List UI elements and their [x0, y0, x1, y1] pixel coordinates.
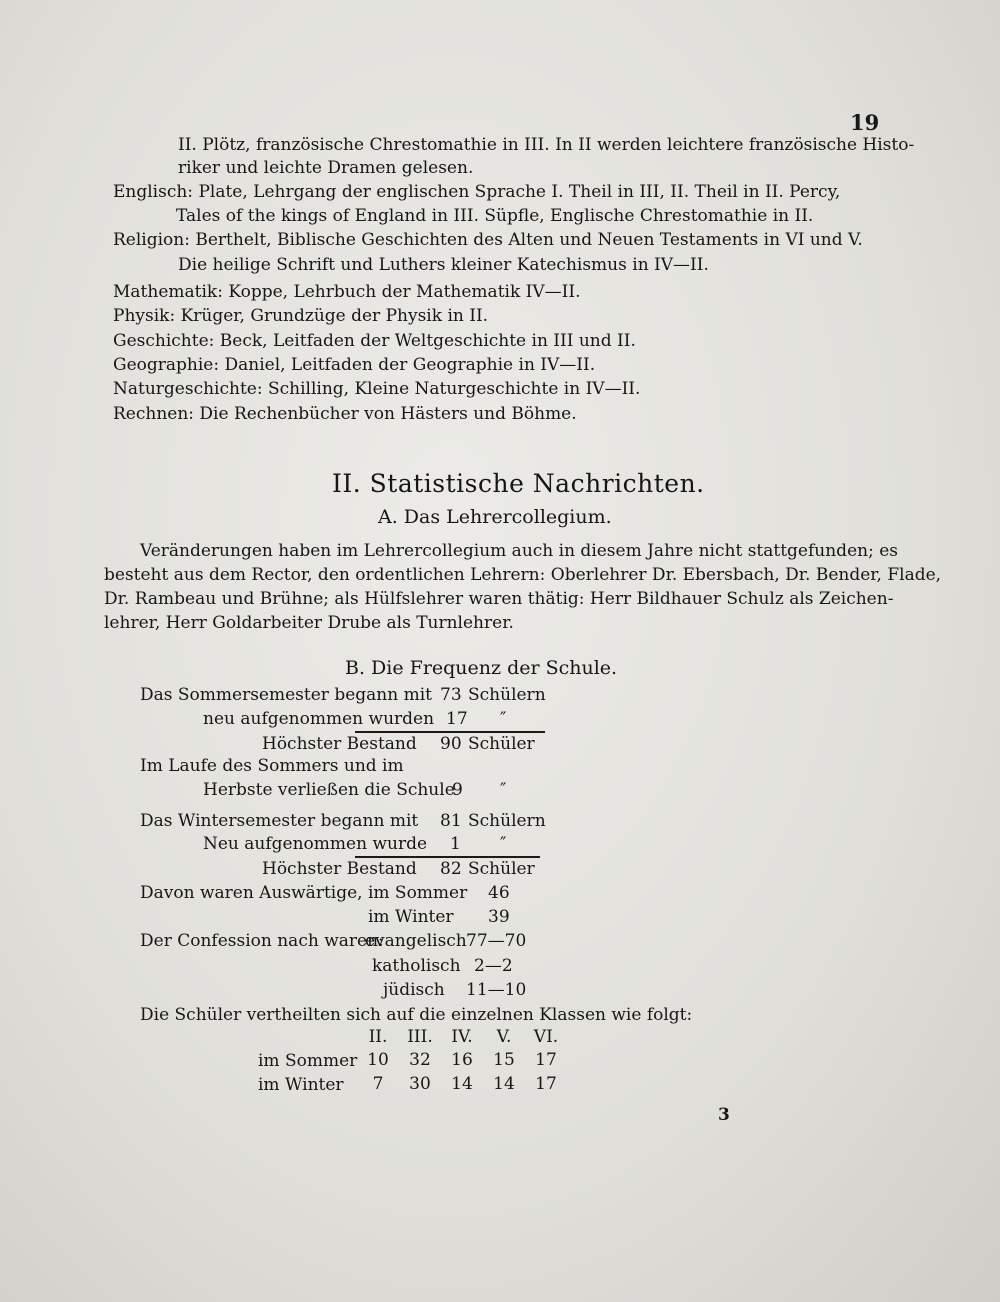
subsection-b-heading: B. Die Frequenz der Schule.	[345, 657, 618, 679]
summer-start-value: 73	[440, 685, 462, 705]
confession-ev-label: evangelisch	[365, 931, 467, 951]
ditto-mark: ″	[500, 834, 507, 854]
confession-jud-label: jüdisch	[383, 980, 445, 1000]
book-line: Geschichte: Beck, Leitfaden der Weltgeschichte in III und II.	[113, 331, 636, 351]
book-line: Mathematik: Koppe, Lehrbuch der Mathematik IV—II.	[113, 282, 581, 302]
class-header: III.	[407, 1027, 433, 1047]
winter-start-label: Das Wintersemester begann mit	[140, 811, 419, 831]
book-line: Englisch: Plate, Lehrgang der englischen Sprache I. Theil in III, II. Theil in II. Percy,	[113, 182, 841, 202]
classes-intro: Die Schüler vertheilten sich auf die einzelnen Klassen wie folgt:	[140, 1005, 693, 1025]
confession-jud-value: 11—10	[466, 980, 527, 1000]
summer-new-label: neu aufgenommen wurden	[203, 709, 435, 729]
summer-start-label: Das Sommersemester begann mit	[140, 685, 432, 705]
left-school-label: Herbste verließen die Schule	[203, 780, 455, 800]
paragraph-line: Dr. Rambeau und Brühne; als Hülfslehrer waren thätig: Herr Bildhauer Schulz als Zeichen-	[104, 589, 894, 609]
table-cell: 15	[493, 1050, 515, 1070]
table-cell: 10	[367, 1050, 389, 1070]
paragraph-line: lehrer, Herr Goldarbeiter Drube als Turnlehrer.	[104, 613, 514, 633]
external-winter-value: 39	[488, 907, 510, 927]
external-summer-value: 46	[488, 883, 510, 903]
external-winter-label: im Winter	[368, 907, 454, 927]
book-line: Physik: Krüger, Grundzüge der Physik in II.	[113, 306, 489, 326]
table-cell: 7	[372, 1074, 384, 1094]
ditto-mark: ″	[500, 780, 507, 800]
winter-max-value: 82	[440, 859, 462, 879]
paragraph-line: Veränderungen haben im Lehrercollegium auch in diesem Jahre nicht stattgefunden; es	[140, 541, 898, 561]
table-cell: 14	[493, 1074, 515, 1094]
winter-new-label: Neu aufgenommen wurde	[203, 834, 428, 854]
confession-label: Der Confession nach waren:	[140, 931, 384, 951]
winter-max-label: Höchster Bestand	[262, 859, 417, 879]
class-header: IV.	[451, 1027, 473, 1047]
book-line: Tales of the kings of England in III. Süpfle, Englische Chrestomathie in II.	[176, 206, 814, 226]
table-cell: 32	[409, 1050, 431, 1070]
table-cell: 17	[535, 1074, 557, 1094]
left-school-value: 9	[452, 780, 463, 800]
winter-max-unit: Schüler	[468, 859, 535, 879]
winter-start-value: 81	[440, 811, 462, 831]
confession-ev-value: 77—70	[466, 931, 527, 951]
summer-new-value: 17	[446, 709, 468, 729]
ditto-mark: ″	[500, 709, 507, 729]
confession-kath-label: katholisch	[372, 956, 461, 976]
book-line: Naturgeschichte: Schilling, Kleine Naturgeschichte in IV—II.	[113, 379, 641, 399]
table-cell: 30	[409, 1074, 431, 1094]
class-header: V.	[496, 1027, 512, 1047]
external-label: Davon waren Auswärtige, im Sommer	[140, 883, 468, 903]
summer-start-unit: Schülern	[468, 685, 546, 705]
book-line: Die heilige Schrift und Luthers kleiner Katechismus in IV—II.	[178, 255, 709, 275]
row-label-winter: im Winter	[258, 1075, 344, 1095]
paragraph-line: besteht aus dem Rector, den ordentlichen Lehrern: Oberlehrer Dr. Ebersbach, Dr. Bender, Flade,	[104, 565, 942, 585]
confession-kath-value: 2—2	[474, 956, 513, 976]
book-line: riker und leichte Dramen gelesen.	[178, 158, 474, 178]
winter-start-unit: Schülern	[468, 811, 546, 831]
winter-new-value: 1	[450, 834, 461, 854]
subsection-a-heading: A. Das Lehrercollegium.	[378, 506, 612, 528]
class-header: II.	[368, 1027, 388, 1047]
book-line: Rechnen: Die Rechenbücher von Hästers und Böhme.	[113, 404, 577, 424]
table-cell: 17	[535, 1050, 557, 1070]
book-line: II. Plötz, französische Chrestomathie in III. In II werden leichtere französische Histo-	[178, 135, 915, 155]
section-heading: II. Statistische Nachrichten.	[332, 469, 705, 498]
book-line: Religion: Berthelt, Biblische Geschichten des Alten und Neuen Testaments in VI und V.	[113, 230, 863, 250]
book-line: Geographie: Daniel, Leitfaden der Geographie in IV—II.	[113, 355, 596, 375]
summer-max-unit: Schüler	[468, 734, 535, 754]
left-school-label: Im Laufe des Sommers und im	[140, 756, 404, 776]
table-cell: 16	[451, 1050, 473, 1070]
page-number: 19	[850, 110, 880, 135]
row-label-summer: im Sommer	[258, 1051, 358, 1071]
summer-max-value: 90	[440, 734, 462, 754]
class-header: VI.	[533, 1027, 559, 1047]
signature-mark: 3	[718, 1105, 730, 1125]
summer-max-label: Höchster Bestand	[262, 734, 417, 754]
table-cell: 14	[451, 1074, 473, 1094]
